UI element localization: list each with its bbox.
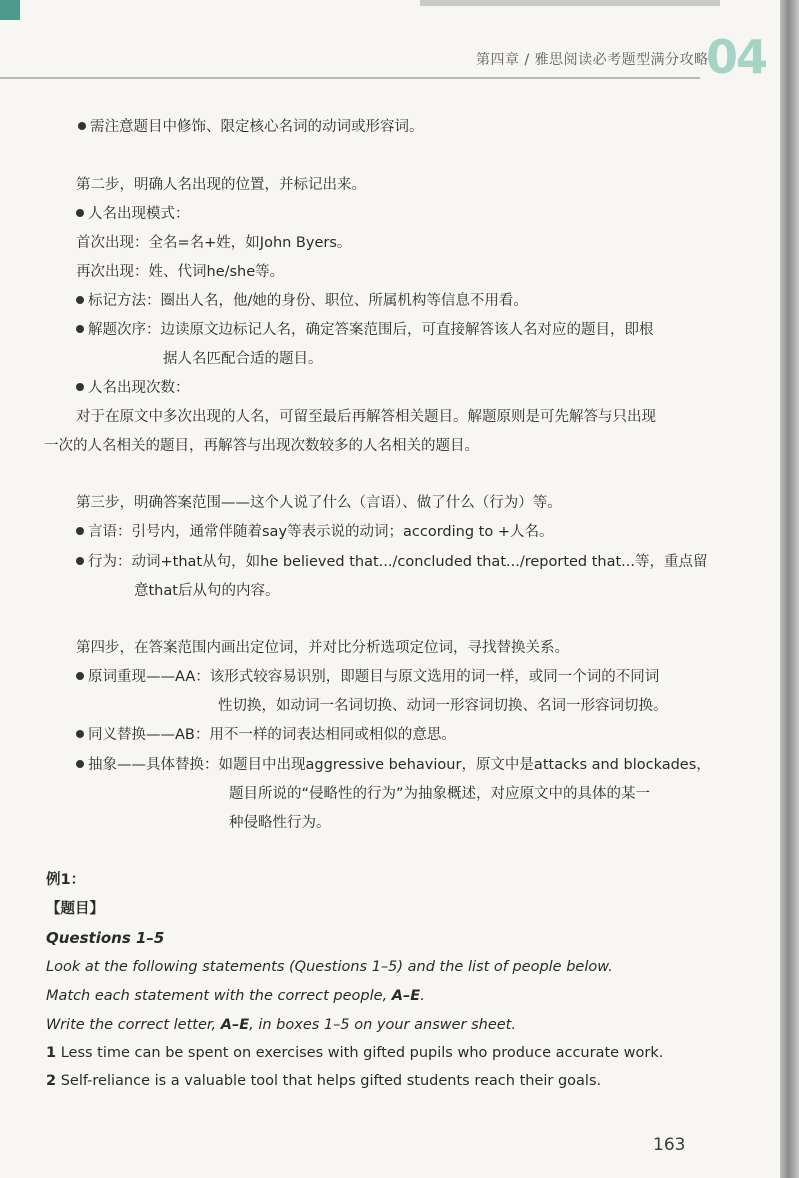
top-shade xyxy=(420,0,720,6)
bullet-icon xyxy=(76,760,84,768)
bullet-line: 人名出现模式： xyxy=(76,204,190,224)
bullet-line: 原词重现——AA：该形式较容易识别，即题目与原文选用的词一样，或同一个词的不同词 xyxy=(76,667,659,687)
bullet-line: 需注意题目中修饰、限定核心名词的动词或形容词。 xyxy=(78,117,424,137)
bullet-icon xyxy=(76,209,84,217)
bullet-line: 抽象——具体替换：如题目中出现aggressive behaviour，原文中是attacks and blockades， xyxy=(76,755,711,775)
questions-title: Questions 1–5 xyxy=(46,929,165,947)
bullet-line: 解题次序：边读原文边标记人名，确定答案范围后，可直接解答该人名对应的题目，即根 xyxy=(76,320,654,340)
instruction-line: Write the correct letter, A–E, in boxes 1–5 on your answer sheet. xyxy=(46,1017,516,1033)
bullet-line: 人名出现次数： xyxy=(76,378,190,398)
text-line: 意that后从句的内容。 xyxy=(134,583,280,599)
header-rule xyxy=(0,77,700,79)
topic-label: 【题目】 xyxy=(46,901,104,917)
bullet-icon xyxy=(78,122,86,130)
bullet-line: 行为：动词+that从句，如he believed that.../concluded that.../reported that...等，重点留 xyxy=(76,552,708,572)
bullet-icon xyxy=(76,527,84,535)
example-label: 例1： xyxy=(46,872,86,888)
text-line: 对于在原文中多次出现的人名，可留至最后再解答相关题目。解题原则是可先解答与只出现 xyxy=(76,409,656,425)
bullet-icon xyxy=(76,730,84,738)
text-line: 题目所说的“侵略性的行为”为抽象概述，对应原文中的具体的某一 xyxy=(229,786,651,802)
bullet-line: 标记方法：圈出人名，他/她的身份、职位、所属机构等信息不用看。 xyxy=(76,291,528,311)
bullet-icon xyxy=(76,672,84,680)
text-line: 再次出现：姓、代词he/she等。 xyxy=(76,264,285,280)
step3-line: 第三步，明确答案范围——这个人说了什么（言语）、做了什么（行为）等。 xyxy=(76,495,562,511)
corner-tab xyxy=(0,0,20,20)
statement-1: 1 Less time can be spent on exercises with gifted pupils who produce accurate work. xyxy=(46,1045,664,1061)
text-line: 据人名匹配合适的题目。 xyxy=(163,351,323,367)
text-line: 首次出现：全名=名+姓，如John Byers。 xyxy=(76,235,352,251)
statement-2: 2 Self-reliance is a valuable tool that helps gifted students reach their goals. xyxy=(46,1073,602,1089)
bullet-icon xyxy=(76,325,84,333)
bullet-icon xyxy=(76,557,84,565)
text-line: 种侵略性行为。 xyxy=(229,815,331,831)
page-number: 163 xyxy=(653,1135,686,1155)
chapter-number: 04 xyxy=(706,30,767,84)
chapter-title: 第四章 / 雅思阅读必考题型满分攻略 xyxy=(476,52,709,68)
text-line: 一次的人名相关的题目，再解答与出现次数较多的人名相关的题目。 xyxy=(44,438,479,454)
bullet-line: 同义替换——AB：用不一样的词表达相同或相似的意思。 xyxy=(76,725,456,745)
instruction-line: Match each statement with the correct people, A–E. xyxy=(46,988,425,1004)
step4-line: 第四步，在答案范围内画出定位词，并对比分析选项定位词，寻找替换关系。 xyxy=(76,640,569,656)
instruction-line: Look at the following statements (Questions 1–5) and the list of people below. xyxy=(46,959,613,975)
step2-line: 第二步，明确人名出现的位置，并标记出来。 xyxy=(76,177,366,193)
bullet-icon xyxy=(76,296,84,304)
bullet-icon xyxy=(76,383,84,391)
page-edge xyxy=(780,0,799,1178)
text-line: 性切换，如动词一名词切换、动词一形容词切换、名词一形容词切换。 xyxy=(218,698,668,714)
bullet-line: 言语：引号内，通常伴随着say等表示说的动词；according to +人名。 xyxy=(76,522,553,542)
